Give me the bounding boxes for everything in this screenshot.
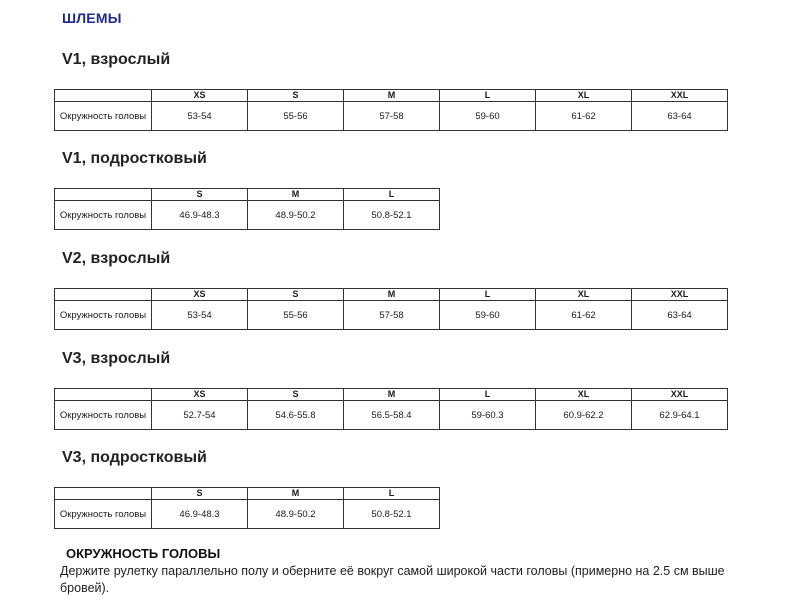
size-header-cell: M	[344, 289, 440, 301]
value-cell: 48.9-50.2	[248, 500, 344, 529]
section-title: V1, взрослый	[62, 51, 171, 68]
value-cell: 53-54	[152, 102, 248, 131]
value-cell: 59-60	[440, 301, 536, 330]
header-corner-cell	[55, 389, 152, 401]
size-header-row	[55, 488, 440, 500]
value-cell: 62.9-64.1	[632, 401, 728, 430]
footer-instructions: Держите рулетку параллельно полу и оберните её вокруг самой широкой части головы (примерно на 2.5 см выше бровей).	[60, 564, 725, 595]
value-cell: 59-60.3	[440, 401, 536, 430]
value-cell: 63-64	[632, 301, 728, 330]
value-cell: 56.5-58.4	[344, 401, 440, 430]
size-header-cell: S	[152, 488, 248, 500]
section-title: V3, подростковый	[62, 449, 207, 466]
header-corner-cell	[55, 488, 152, 500]
row-label-cell: Окружность головы	[55, 201, 152, 230]
size-header-cell: S	[248, 389, 344, 401]
value-cell: 55-56	[248, 102, 344, 131]
table-row	[55, 102, 728, 131]
row-label-cell: Окружность головы	[55, 401, 152, 430]
value-cell: 57-58	[344, 301, 440, 330]
size-table	[54, 288, 728, 330]
value-cell: 55-56	[248, 301, 344, 330]
row-label-cell: Окружность головы	[55, 301, 152, 330]
size-header-cell: XXL	[632, 90, 728, 102]
size-header-row	[55, 90, 728, 102]
size-header-cell: XS	[152, 289, 248, 301]
size-header-cell: XXL	[632, 389, 728, 401]
section-title: V3, взрослый	[62, 350, 171, 367]
size-header-cell: M	[344, 389, 440, 401]
size-header-cell: L	[440, 90, 536, 102]
value-cell: 53-54	[152, 301, 248, 330]
value-cell: 50.8-52.1	[344, 500, 440, 529]
size-header-cell: L	[440, 289, 536, 301]
value-cell: 63-64	[632, 102, 728, 131]
header-corner-cell	[55, 189, 152, 201]
page-title: ШЛЕМЫ	[62, 10, 122, 26]
size-header-cell: S	[248, 289, 344, 301]
value-cell: 52.7-54	[152, 401, 248, 430]
section-title: V2, взрослый	[62, 250, 171, 267]
row-label-cell: Окружность головы	[55, 102, 152, 131]
table-row	[55, 500, 440, 529]
size-header-cell: XXL	[632, 289, 728, 301]
row-label-cell: Окружность головы	[55, 500, 152, 529]
size-header-cell: L	[344, 189, 440, 201]
size-table	[54, 89, 728, 131]
value-cell: 61-62	[536, 301, 632, 330]
size-header-cell: XS	[152, 90, 248, 102]
size-header-row	[55, 189, 440, 201]
size-table	[54, 388, 728, 430]
size-header-cell: XS	[152, 389, 248, 401]
size-header-cell: M	[248, 189, 344, 201]
size-header-cell: XL	[536, 289, 632, 301]
size-header-cell: S	[152, 189, 248, 201]
size-table	[54, 487, 440, 529]
value-cell: 50.8-52.1	[344, 201, 440, 230]
size-header-cell: XL	[536, 389, 632, 401]
table-row	[55, 401, 728, 430]
size-header-cell: S	[248, 90, 344, 102]
value-cell: 48.9-50.2	[248, 201, 344, 230]
size-header-row	[55, 389, 728, 401]
size-header-cell: L	[440, 389, 536, 401]
footer-heading: ОКРУЖНОСТЬ ГОЛОВЫ	[66, 546, 221, 561]
size-header-cell: XL	[536, 90, 632, 102]
size-table	[54, 188, 440, 230]
size-header-cell: M	[344, 90, 440, 102]
size-header-row	[55, 289, 728, 301]
value-cell: 59-60	[440, 102, 536, 131]
value-cell: 46.9-48.3	[152, 201, 248, 230]
size-header-cell: L	[344, 488, 440, 500]
value-cell: 57-58	[344, 102, 440, 131]
section-title: V1, подростковый	[62, 150, 207, 167]
value-cell: 54.6-55.8	[248, 401, 344, 430]
value-cell: 61-62	[536, 102, 632, 131]
header-corner-cell	[55, 289, 152, 301]
table-row	[55, 201, 440, 230]
header-corner-cell	[55, 90, 152, 102]
size-header-cell: M	[248, 488, 344, 500]
table-row	[55, 301, 728, 330]
value-cell: 60.9-62.2	[536, 401, 632, 430]
value-cell: 46.9-48.3	[152, 500, 248, 529]
